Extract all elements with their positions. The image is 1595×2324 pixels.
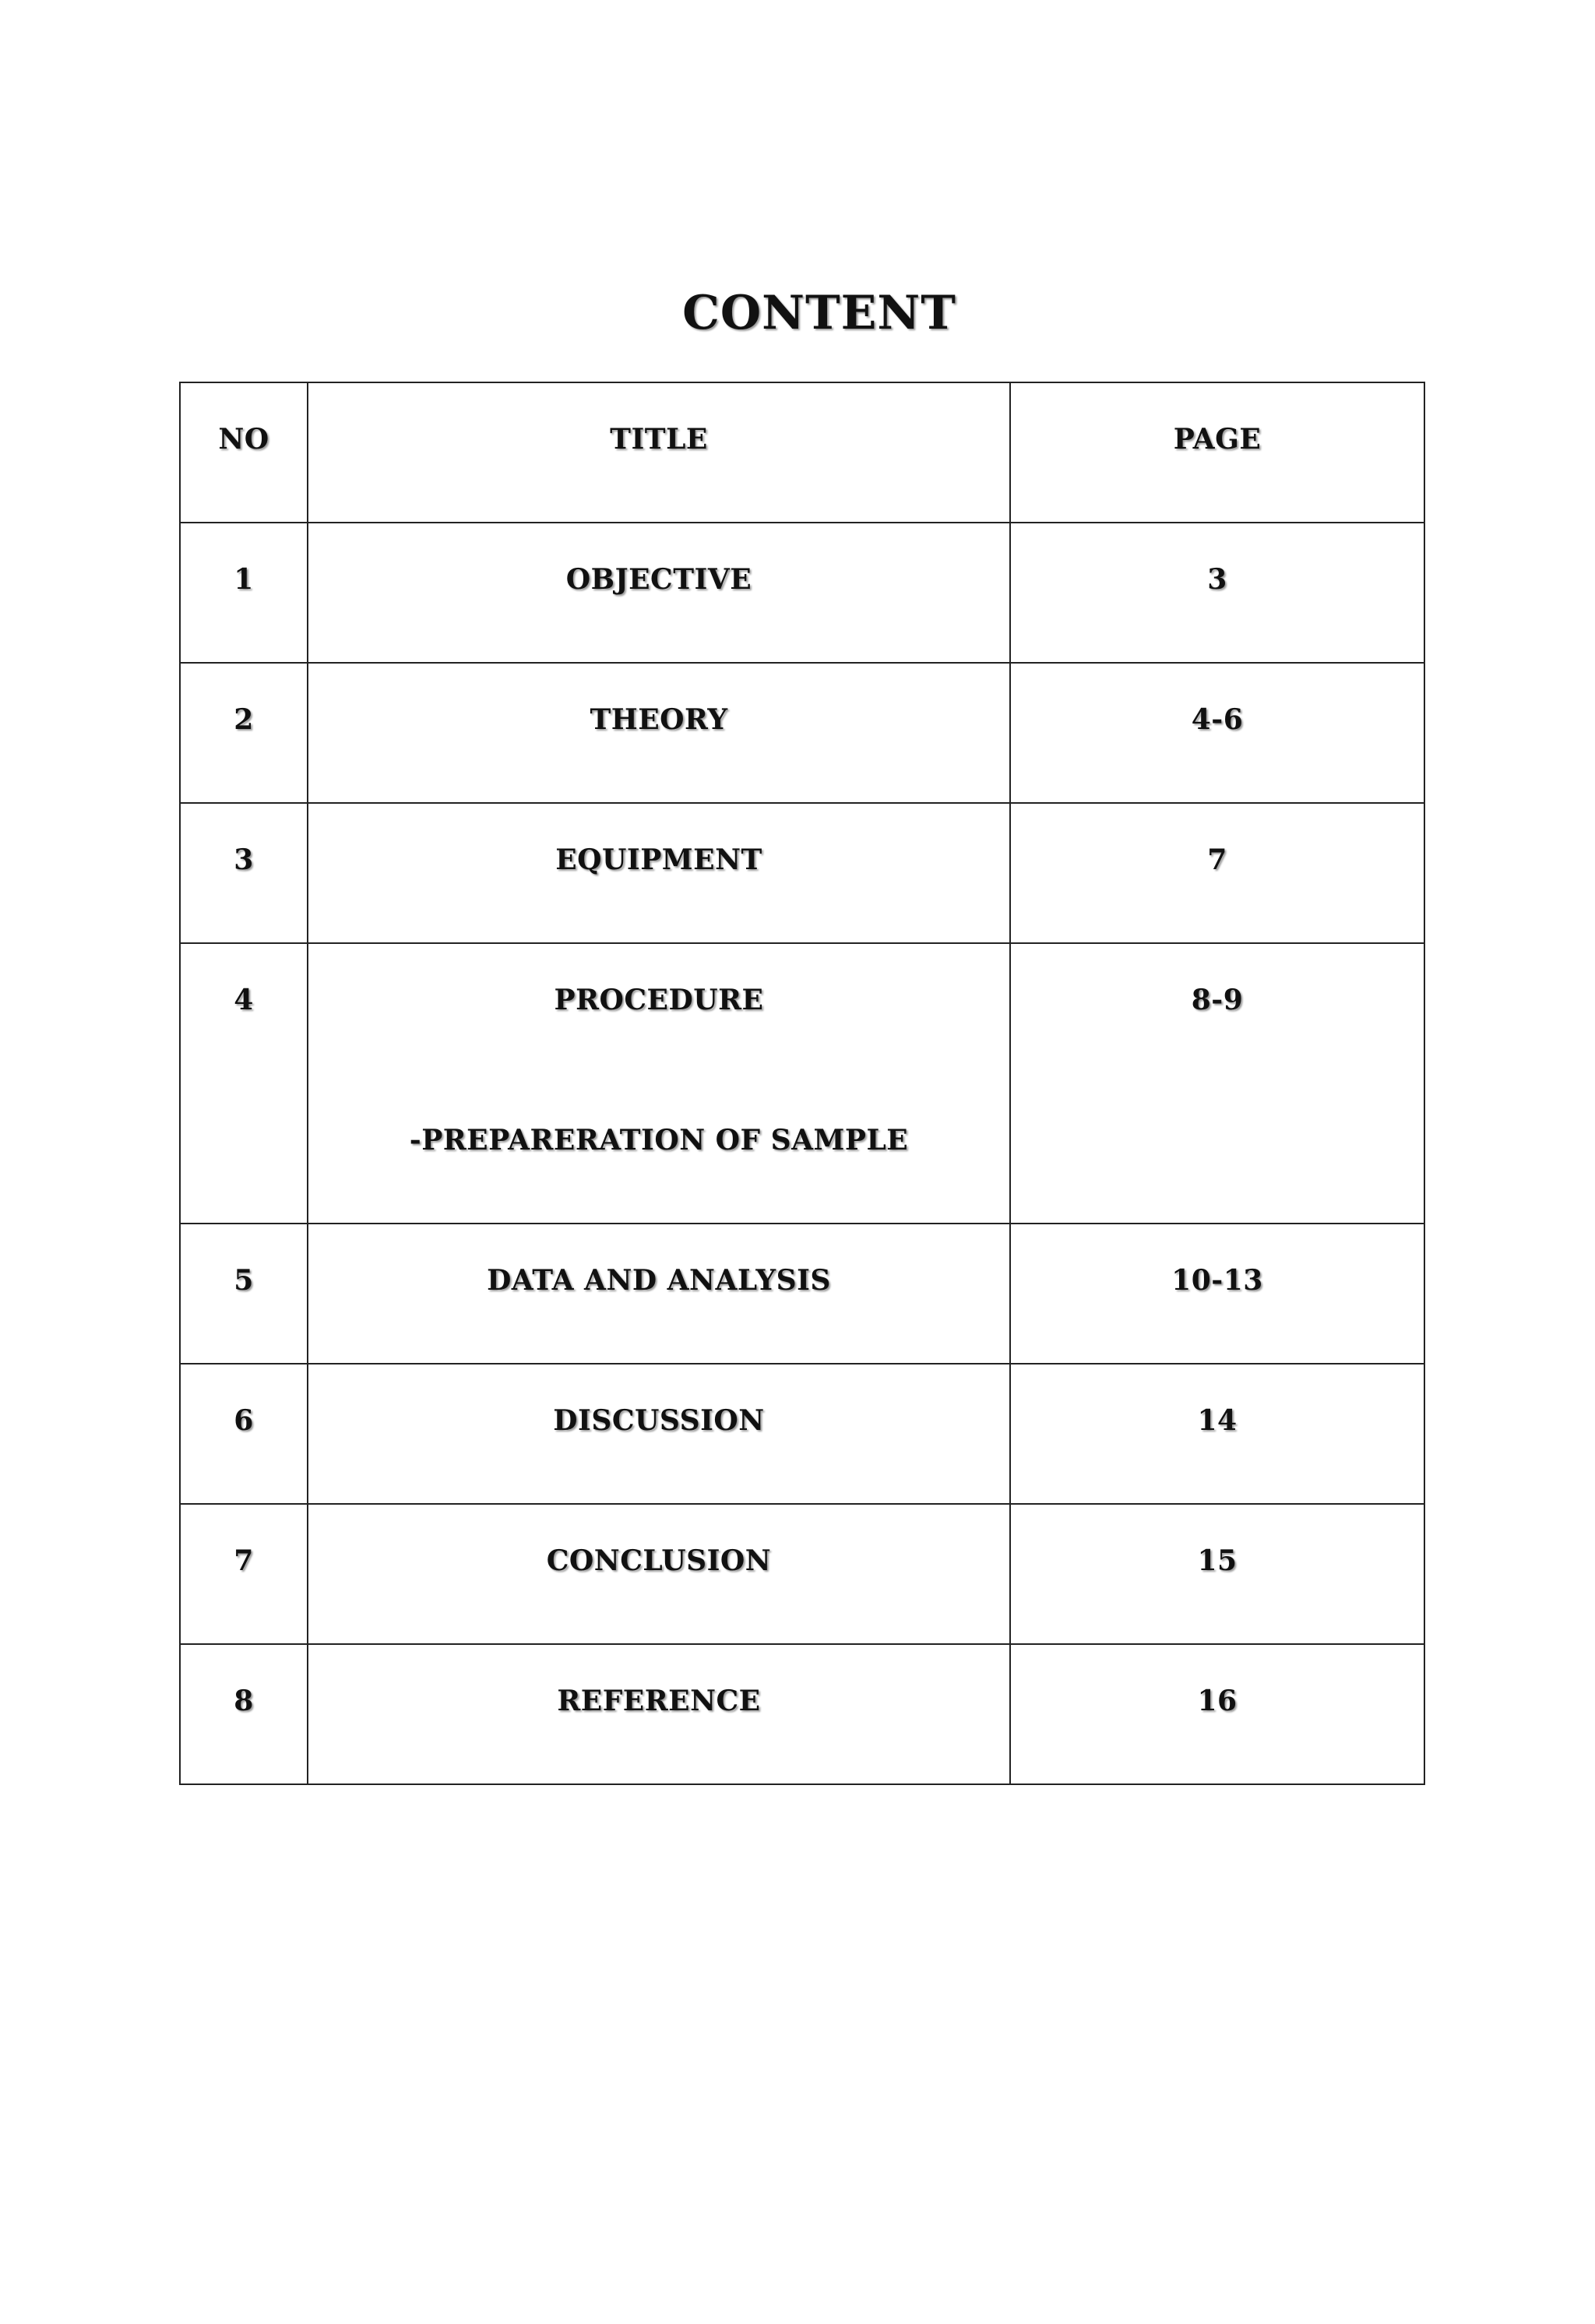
row-page: 15 xyxy=(1197,1544,1238,1577)
row-no-cell xyxy=(180,943,308,1224)
row-no: 1 xyxy=(234,563,254,596)
row-page-cell xyxy=(1010,1644,1424,1784)
table-row xyxy=(180,943,1424,1224)
row-page-cell xyxy=(1010,803,1424,943)
row-title: CONCLUSION xyxy=(546,1544,772,1577)
row-title-cell xyxy=(308,1364,1010,1504)
row-page: 7 xyxy=(1207,843,1227,876)
row-no-cell xyxy=(180,523,308,663)
row-page-cell xyxy=(1010,663,1424,803)
header-page-cell xyxy=(1010,382,1424,523)
table-row xyxy=(180,663,1424,803)
row-page: 10-13 xyxy=(1171,1264,1263,1297)
table-header-row xyxy=(180,382,1424,523)
row-title: DISCUSSION xyxy=(553,1404,765,1437)
row-title: DATA AND ANALYSIS xyxy=(487,1264,831,1297)
row-title-cell xyxy=(308,1504,1010,1644)
row-no-cell xyxy=(180,1644,308,1784)
table-row xyxy=(180,1504,1424,1644)
row-page-cell xyxy=(1010,943,1424,1224)
row-page-cell xyxy=(1010,1504,1424,1644)
row-title-cell xyxy=(308,943,1010,1224)
row-title-cell xyxy=(308,803,1010,943)
table-row xyxy=(180,803,1424,943)
row-title-cell xyxy=(308,1224,1010,1364)
row-no: 4 xyxy=(234,984,254,1016)
table-row xyxy=(180,1644,1424,1784)
row-no-cell xyxy=(180,1504,308,1644)
row-no-cell xyxy=(180,1224,308,1364)
header-no: NO xyxy=(218,423,269,456)
page-title: CONTENT xyxy=(682,286,956,340)
row-no-cell xyxy=(180,1364,308,1504)
row-title-cell xyxy=(308,663,1010,803)
header-page: PAGE xyxy=(1173,423,1262,456)
row-no: 3 xyxy=(234,843,254,876)
row-title: PROCEDURE xyxy=(554,984,764,1016)
header-no-cell xyxy=(180,382,308,523)
row-page-cell xyxy=(1010,1224,1424,1364)
header-title: TITLE xyxy=(610,423,708,456)
row-page: 8-9 xyxy=(1191,984,1244,1016)
row-subtitle: -PREPARERATION OF SAMPLE xyxy=(409,1124,909,1157)
row-page: 14 xyxy=(1197,1404,1238,1437)
row-page: 4-6 xyxy=(1191,703,1244,736)
row-title-cell xyxy=(308,1644,1010,1784)
row-page: 3 xyxy=(1207,563,1227,596)
table-row xyxy=(180,1224,1424,1364)
table-row xyxy=(180,1364,1424,1504)
row-no-cell xyxy=(180,803,308,943)
row-title: REFERENCE xyxy=(557,1685,761,1717)
row-page-cell xyxy=(1010,1364,1424,1504)
contents-table xyxy=(179,382,1425,1785)
header-title-cell xyxy=(308,382,1010,523)
row-no: 6 xyxy=(234,1404,254,1437)
row-no: 2 xyxy=(234,703,254,736)
row-no: 5 xyxy=(234,1264,254,1297)
table-row xyxy=(180,523,1424,663)
row-no: 7 xyxy=(234,1544,254,1577)
row-title: THEORY xyxy=(590,703,728,736)
row-no: 8 xyxy=(234,1685,254,1717)
row-title: EQUIPMENT xyxy=(555,843,762,876)
row-no-cell xyxy=(180,663,308,803)
row-title-cell xyxy=(308,523,1010,663)
row-page-cell xyxy=(1010,523,1424,663)
row-title: OBJECTIVE xyxy=(565,563,752,596)
row-page: 16 xyxy=(1197,1685,1238,1717)
